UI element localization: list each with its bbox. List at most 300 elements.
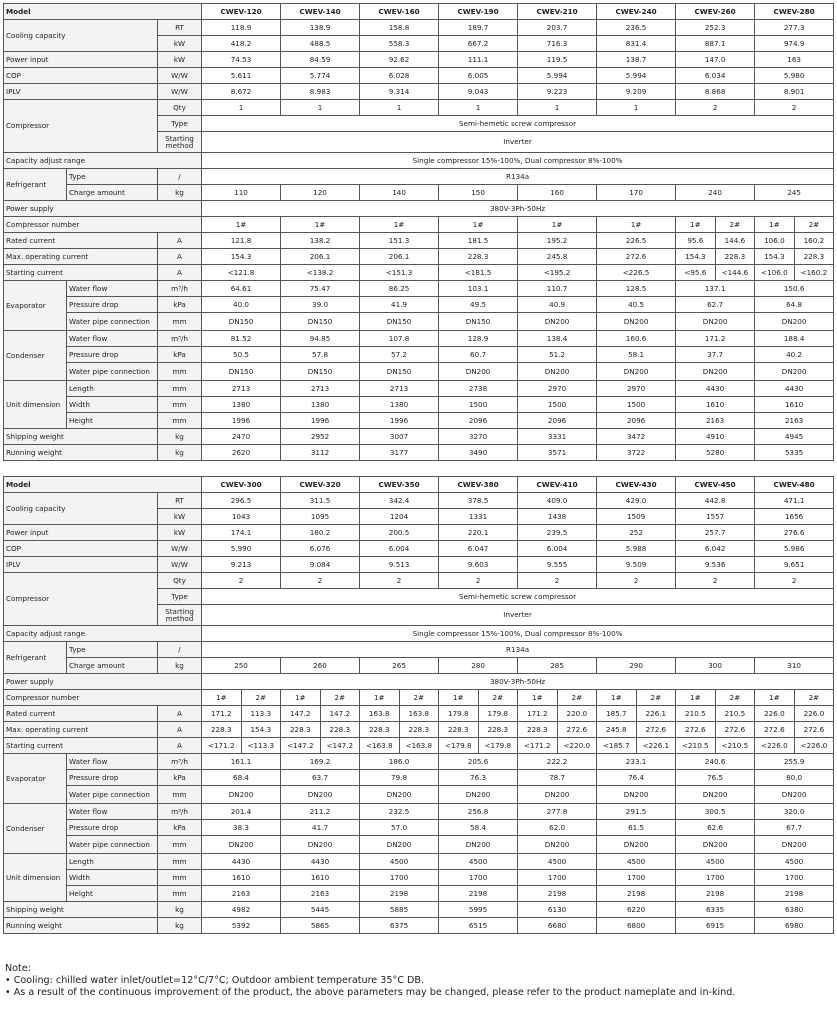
height-value: 2198: [439, 886, 518, 902]
width-value: 1700: [518, 870, 597, 886]
power-supply-row: [4, 201, 834, 217]
condenser-pipe-value: DN200: [676, 363, 755, 381]
condenser-flow-value: 256.8: [439, 804, 518, 820]
unit-cell: W/W: [158, 557, 202, 573]
condenser-flow-value: 128.9: [439, 331, 518, 347]
evaporator-dp-value: 79.8: [360, 770, 439, 786]
type-label: Type: [158, 589, 202, 605]
cooling-capacity-rt: 277.3: [755, 20, 834, 36]
max-current-value: 228.3: [715, 249, 755, 265]
starting-current-value: <181.5: [439, 265, 518, 281]
unit-cell: A: [158, 249, 202, 265]
note-title: Note:: [5, 963, 31, 974]
evaporator-dp-value: 41.9: [360, 297, 439, 313]
starting-current-value: <226.5: [597, 265, 676, 281]
compressor-qty: 1: [360, 100, 439, 116]
shipping-weight-value: 3270: [439, 429, 518, 445]
cop-value: 5.986: [755, 541, 834, 557]
starting-current-value: <220.0: [557, 738, 597, 754]
header-row: [4, 4, 834, 20]
max-current-value: 228.3: [320, 722, 360, 738]
cooling-capacity-kw: 667.2: [439, 36, 518, 52]
cooling-capacity-rt: 409.0: [518, 493, 597, 509]
header-row: [4, 477, 834, 493]
running-weight-value: 3722: [597, 445, 676, 461]
width-value: 1380: [281, 397, 360, 413]
compressor-number: 1#: [755, 217, 795, 233]
cop-label: COP: [4, 68, 158, 84]
water-pipe-label: Water pipe connection: [67, 313, 158, 331]
width-row: [4, 397, 834, 413]
condenser-dp-value: 60.7: [439, 347, 518, 363]
unit-cell: A: [158, 722, 202, 738]
evaporator-pipe-value: DN150: [281, 313, 360, 331]
compressor-qty-row: [4, 573, 834, 589]
unit-cell: kW: [158, 525, 202, 541]
iplv-value: 8.901: [755, 84, 834, 100]
evaporator-label: Evaporator: [4, 281, 67, 331]
rated-current-value: 179.8: [478, 706, 518, 722]
evaporator-pipe-row: [4, 786, 834, 804]
cooling-capacity-kw: 831.4: [597, 36, 676, 52]
rated-current-value: 210.5: [715, 706, 755, 722]
length-value: 2738: [439, 381, 518, 397]
rated-current-label: Rated current: [4, 706, 158, 722]
water-flow-label: Water flow: [67, 754, 158, 770]
unit-cell: A: [158, 738, 202, 754]
evaporator-pipe-value: DN200: [755, 786, 834, 804]
power-input-value: 239.5: [518, 525, 597, 541]
cop-value: 6.005: [439, 68, 518, 84]
rated-current-value: 151.3: [360, 233, 439, 249]
condenser-flow-value: 232.5: [360, 804, 439, 820]
water-flow-label: Water flow: [67, 281, 158, 297]
cooling-capacity-kw: 887.1: [676, 36, 755, 52]
evaporator-dp-value: 40.5: [597, 297, 676, 313]
shipping-weight-value: 2470: [202, 429, 281, 445]
evaporator-pipe-value: DN200: [202, 786, 281, 804]
unit-cell: kPa: [158, 347, 202, 363]
condenser-dp-value: 51.2: [518, 347, 597, 363]
starting-current-value: <210.5: [715, 738, 755, 754]
compressor-qty: 2: [597, 573, 676, 589]
height-label: Height: [67, 413, 158, 429]
model-name: CWEV-350: [360, 477, 439, 493]
evaporator-flow-row: [4, 281, 834, 297]
iplv-row: [4, 557, 834, 573]
cooling-capacity-kw: 1095: [281, 509, 360, 525]
capacity-adjust-row: [4, 153, 834, 169]
qty-label: Qty: [158, 100, 202, 116]
height-value: 2198: [676, 886, 755, 902]
cooling-capacity-kw: 716.3: [518, 36, 597, 52]
running-weight-value: 6515: [439, 918, 518, 934]
condenser-dp-value: 50.5: [202, 347, 281, 363]
cooling-capacity-rt: 378.5: [439, 493, 518, 509]
starting-current-value: <160.2: [794, 265, 834, 281]
condenser-pipe-value: DN200: [439, 363, 518, 381]
condenser-dp-value: 57.2: [360, 347, 439, 363]
compressor-number: 1#: [597, 217, 676, 233]
evaporator-dp-value: 40.0: [202, 297, 281, 313]
condenser-flow-row: [4, 331, 834, 347]
running-weight-value: 3571: [518, 445, 597, 461]
water-pipe-label: Water pipe connection: [67, 836, 158, 854]
capacity-adjust-value: Single compressor 15%-100%, Dual compressor 8%-100%: [202, 153, 834, 169]
condenser-dp-value: 58.1: [597, 347, 676, 363]
iplv-value: 9.536: [676, 557, 755, 573]
rated-current-value: 195.2: [518, 233, 597, 249]
running-weight-row: [4, 445, 834, 461]
height-value: 2163: [755, 413, 834, 429]
shipping-weight-value: 6130: [518, 902, 597, 918]
cooling-capacity-row: [4, 20, 834, 36]
iplv-value: 9.651: [755, 557, 834, 573]
height-value: 1996: [360, 413, 439, 429]
compressor-number-label: Compressor number: [4, 217, 202, 233]
running-weight-value: 5280: [676, 445, 755, 461]
length-value: 4430: [202, 854, 281, 870]
spec-table-2: [3, 476, 834, 934]
charge-amount-row: [4, 658, 834, 674]
running-weight-value: 3112: [281, 445, 360, 461]
cooling-capacity-rt: 311.5: [281, 493, 360, 509]
condenser-pipe-value: DN150: [202, 363, 281, 381]
starting-current-value: <95.6: [676, 265, 716, 281]
refrigerant-type-value: R134a: [202, 169, 834, 185]
compressor-number: 1#: [360, 690, 400, 706]
power-input-value: 220.1: [439, 525, 518, 541]
model-name: CWEV-160: [360, 4, 439, 20]
unit-cell: kW: [158, 509, 202, 525]
starting-current-value: <195.2: [518, 265, 597, 281]
length-value: 2713: [281, 381, 360, 397]
cop-value: 5.611: [202, 68, 281, 84]
max-current-value: 272.6: [715, 722, 755, 738]
model-header: Model: [4, 477, 202, 493]
condenser-pipe-value: DN200: [360, 836, 439, 854]
evaporator-dp-row: [4, 297, 834, 313]
running-weight-value: 6915: [676, 918, 755, 934]
charge-amount-label: Charge amount: [67, 185, 158, 201]
refrigerant-label: Refrigerant: [4, 169, 67, 201]
iplv-value: 9.043: [439, 84, 518, 100]
condenser-dp-value: 37.7: [676, 347, 755, 363]
condenser-pipe-value: DN200: [518, 363, 597, 381]
compressor-number-label: Compressor number: [4, 690, 202, 706]
length-value: 4500: [518, 854, 597, 870]
unit-cell: W/W: [158, 68, 202, 84]
unit-dimension-label: Unit dimension: [4, 381, 67, 429]
model-name: CWEV-480: [755, 477, 834, 493]
max-current-value: 154.3: [676, 249, 716, 265]
cooling-capacity-label: Cooling capacity: [4, 20, 158, 52]
length-label: Length: [67, 381, 158, 397]
width-value: 1700: [439, 870, 518, 886]
width-row: [4, 870, 834, 886]
height-value: 2096: [518, 413, 597, 429]
max-current-value: 228.3: [794, 249, 834, 265]
spec-table-1: [3, 3, 834, 461]
model-name: CWEV-320: [281, 477, 360, 493]
max-current-value: 272.6: [557, 722, 597, 738]
power-input-value: 92.62: [360, 52, 439, 68]
pressure-drop-label: Pressure drop: [67, 770, 158, 786]
condenser-flow-value: 291.5: [597, 804, 676, 820]
starting-current-value: <210.5: [676, 738, 716, 754]
unit-cell: mm: [158, 363, 202, 381]
evaporator-flow-value: 110.7: [518, 281, 597, 297]
model-name: CWEV-190: [439, 4, 518, 20]
power-input-value: 74.53: [202, 52, 281, 68]
unit-cell: kg: [158, 445, 202, 461]
running-weight-value: 5392: [202, 918, 281, 934]
unit-cell: mm: [158, 854, 202, 870]
compressor-qty: 2: [518, 573, 597, 589]
height-value: 2198: [597, 886, 676, 902]
model-name: CWEV-280: [755, 4, 834, 20]
compressor-number: 2#: [794, 690, 834, 706]
cop-value: 5.988: [597, 541, 676, 557]
evaporator-pipe-value: DN200: [676, 786, 755, 804]
power-supply-label: Power supply: [4, 201, 202, 217]
compressor-number: 2#: [241, 690, 281, 706]
evaporator-dp-value: 76.4: [597, 770, 676, 786]
evaporator-dp-value: 63.7: [281, 770, 360, 786]
note-line-1: • Cooling: chilled water inlet/outlet=12°C/7°C; Outdoor ambient temperature 35°C DB.: [5, 975, 425, 986]
compressor-type-value: Semi-hemetic screw compressor: [202, 116, 834, 132]
iplv-value: 9.209: [597, 84, 676, 100]
max-current-row: [4, 249, 834, 265]
note-line-2: • As a result of the continuous improvement of the product, the above parameters may be changed, please refer to the product nameplate and in-kind.: [5, 987, 736, 998]
running-weight-label: Running weight: [4, 918, 158, 934]
evaporator-pipe-value: DN150: [360, 313, 439, 331]
refrigerant-type-row: [4, 169, 834, 185]
power-input-value: 257.7: [676, 525, 755, 541]
running-weight-value: 5865: [281, 918, 360, 934]
refrigerant-label: Refrigerant: [4, 642, 67, 674]
max-current-value: 154.3: [755, 249, 795, 265]
height-value: 2096: [439, 413, 518, 429]
compressor-number: 1#: [518, 690, 558, 706]
power-input-value: 174.1: [202, 525, 281, 541]
iplv-value: 9.555: [518, 557, 597, 573]
condenser-dp-value: 61.5: [597, 820, 676, 836]
max-current-value: 228.3: [202, 722, 242, 738]
length-value: 4500: [439, 854, 518, 870]
charge-amount-value: 160: [518, 185, 597, 201]
power-supply-value: 380V-3Ph-50Hz: [202, 201, 834, 217]
length-label: Length: [67, 854, 158, 870]
compressor-qty: 1: [439, 100, 518, 116]
width-value: 1700: [360, 870, 439, 886]
width-value: 1610: [676, 397, 755, 413]
compressor-number: 2#: [478, 690, 518, 706]
cop-value: 6.004: [518, 541, 597, 557]
compressor-label: Compressor: [4, 100, 158, 153]
rated-current-value: 163.8: [399, 706, 439, 722]
cooling-capacity-rt: 442.8: [676, 493, 755, 509]
cop-value: 5.980: [755, 68, 834, 84]
starting-current-value: <106.0: [755, 265, 795, 281]
unit-cell: kg: [158, 658, 202, 674]
condenser-pipe-row: [4, 836, 834, 854]
starting-current-value: <163.8: [399, 738, 439, 754]
rated-current-value: 163.8: [360, 706, 400, 722]
shipping-weight-value: 6220: [597, 902, 676, 918]
max-current-value: 272.6: [597, 249, 676, 265]
evaporator-flow-value: 205.6: [439, 754, 518, 770]
shipping-weight-value: 5445: [281, 902, 360, 918]
cop-value: 6.034: [676, 68, 755, 84]
model-name: CWEV-430: [597, 477, 676, 493]
charge-amount-value: 245: [755, 185, 834, 201]
compressor-qty-row: [4, 100, 834, 116]
evaporator-flow-value: 86.25: [360, 281, 439, 297]
evaporator-pipe-value: DN200: [676, 313, 755, 331]
unit-cell: m³/h: [158, 754, 202, 770]
evaporator-pipe-value: DN150: [202, 313, 281, 331]
width-value: 1380: [360, 397, 439, 413]
model-name: CWEV-300: [202, 477, 281, 493]
max-current-value: 228.3: [360, 722, 400, 738]
unit-cell: m³/h: [158, 281, 202, 297]
capacity-adjust-row: [4, 626, 834, 642]
height-value: 2163: [676, 413, 755, 429]
evaporator-flow-value: 233.1: [597, 754, 676, 770]
evaporator-dp-value: 80.0: [755, 770, 834, 786]
cooling-capacity-rt: 158.8: [360, 20, 439, 36]
cooling-capacity-kw: 1438: [518, 509, 597, 525]
iplv-value: 8.983: [281, 84, 360, 100]
running-weight-value: 6800: [597, 918, 676, 934]
starting-current-value: <226.0: [755, 738, 795, 754]
compressor-number: 1#: [755, 690, 795, 706]
rated-current-value: 121.8: [202, 233, 281, 249]
shipping-weight-value: 4945: [755, 429, 834, 445]
starting-current-label: Starting current: [4, 265, 158, 281]
rated-current-value: 160.2: [794, 233, 834, 249]
power-supply-row: [4, 674, 834, 690]
cooling-capacity-kw: 1557: [676, 509, 755, 525]
cooling-capacity-rt: 118.9: [202, 20, 281, 36]
evaporator-flow-value: 128.5: [597, 281, 676, 297]
starting-current-row: [4, 265, 834, 281]
height-value: 1996: [202, 413, 281, 429]
power-input-label: Power input: [4, 525, 158, 541]
charge-amount-value: 300: [676, 658, 755, 674]
charge-amount-value: 285: [518, 658, 597, 674]
power-input-value: 163: [755, 52, 834, 68]
condenser-flow-value: 107.8: [360, 331, 439, 347]
condenser-dp-value: 67.7: [755, 820, 834, 836]
evaporator-pipe-value: DN200: [439, 786, 518, 804]
shipping-weight-value: 2952: [281, 429, 360, 445]
evaporator-flow-value: 150.6: [755, 281, 834, 297]
max-current-value: 228.3: [439, 722, 479, 738]
starting-current-value: <179.8: [439, 738, 479, 754]
unit-cell: kPa: [158, 820, 202, 836]
width-value: 1500: [597, 397, 676, 413]
iplv-value: 9.513: [360, 557, 439, 573]
max-current-value: 245.8: [597, 722, 637, 738]
compressor-number-row: [4, 217, 834, 233]
max-current-value: 272.6: [794, 722, 834, 738]
condenser-flow-value: 320.0: [755, 804, 834, 820]
height-row: [4, 413, 834, 429]
iplv-row: [4, 84, 834, 100]
power-input-value: 111.1: [439, 52, 518, 68]
compressor-number: 1#: [518, 217, 597, 233]
running-weight-value: 3177: [360, 445, 439, 461]
compressor-label: Compressor: [4, 573, 158, 626]
power-input-row: [4, 525, 834, 541]
power-input-label: Power input: [4, 52, 158, 68]
rated-current-value: 147.2: [281, 706, 321, 722]
model-name: CWEV-120: [202, 4, 281, 20]
pressure-drop-label: Pressure drop: [67, 297, 158, 313]
starting-current-value: <226.0: [794, 738, 834, 754]
charge-amount-value: 290: [597, 658, 676, 674]
evaporator-dp-value: 64.8: [755, 297, 834, 313]
evaporator-flow-value: 169.2: [281, 754, 360, 770]
charge-amount-row: [4, 185, 834, 201]
max-current-value: 228.3: [478, 722, 518, 738]
width-label: Width: [67, 870, 158, 886]
starting-method-label: Starting method: [158, 605, 202, 626]
max-current-value: 272.6: [676, 722, 716, 738]
shipping-weight-value: 3472: [597, 429, 676, 445]
evaporator-flow-row: [4, 754, 834, 770]
charge-amount-value: 150: [439, 185, 518, 201]
starting-current-value: <171.2: [202, 738, 242, 754]
evaporator-dp-value: 78.7: [518, 770, 597, 786]
power-input-value: 119.5: [518, 52, 597, 68]
height-value: 1996: [281, 413, 360, 429]
compressor-qty: 2: [360, 573, 439, 589]
running-weight-value: 2620: [202, 445, 281, 461]
qty-label: Qty: [158, 573, 202, 589]
cop-value: 6.047: [439, 541, 518, 557]
evaporator-dp-value: 39.0: [281, 297, 360, 313]
rated-current-value: 181.5: [439, 233, 518, 249]
shipping-weight-value: 5885: [360, 902, 439, 918]
unit-cell: kg: [158, 429, 202, 445]
compressor-qty: 1: [281, 100, 360, 116]
shipping-weight-value: 6380: [755, 902, 834, 918]
width-value: 1500: [518, 397, 597, 413]
refrigerant-type-row: [4, 642, 834, 658]
condenser-flow-value: 138.4: [518, 331, 597, 347]
unit-cell: m³/h: [158, 331, 202, 347]
condenser-pipe-value: DN200: [597, 363, 676, 381]
width-value: 1380: [202, 397, 281, 413]
unit-cell: mm: [158, 786, 202, 804]
model-header: Model: [4, 4, 202, 20]
rated-current-value: 210.5: [676, 706, 716, 722]
evaporator-dp-value: 40.9: [518, 297, 597, 313]
rated-current-value: 171.2: [202, 706, 242, 722]
unit-cell: kg: [158, 902, 202, 918]
rated-current-value: 144.6: [715, 233, 755, 249]
width-label: Width: [67, 397, 158, 413]
max-current-value: 272.6: [755, 722, 795, 738]
condenser-pipe-value: DN200: [281, 836, 360, 854]
condenser-pipe-value: DN200: [597, 836, 676, 854]
charge-amount-value: 120: [281, 185, 360, 201]
height-row: [4, 886, 834, 902]
length-row: [4, 854, 834, 870]
